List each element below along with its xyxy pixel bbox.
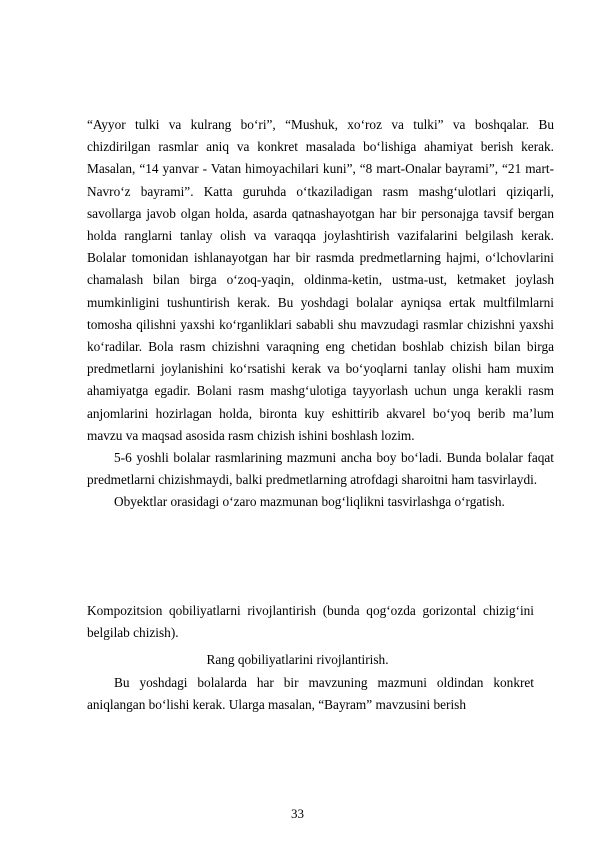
text-block-composition (87, 600, 534, 644)
page-number: 33 (291, 806, 304, 821)
paragraph-4: Kompozitsion qobiliyatlarni rivojlantirish (bunda qog‘ozda gorizontal chizig‘ini belgilab chizish). (87, 603, 534, 641)
paragraph-5: Rang qobiliyatlarini rivojlantirish. (206, 652, 389, 667)
text-block-main (87, 114, 554, 514)
paragraph-2: 5-6 yoshli bolalar rasmlarining mazmuni ancha boy bo‘ladi. Bunda bolalar faqat predmetlarni chizishmaydi, balki predmetlarning atrofdagi sharoitni ham tasvirlaydi. (87, 450, 554, 488)
paragraph-6: Bu yoshdagi bolalarda har bir mavzuning mazmuni oldindan konkret aniqlangan bo‘lishi kerak. Ularga masalan, “Bayram” mavzusini berish (87, 675, 534, 713)
text-block-end (87, 672, 534, 716)
paragraph-3: Obyektlar orasidagi o‘zaro mazmunan bog‘liqlikni tasvirlashga o‘rgatish. (114, 494, 505, 510)
paragraph-1: “Ayyor tulki va kulrang bo‘ri”, “Mushuk, xo‘roz va tulki” va boshqalar. Bu chizdirilgan rasmlar aniq va konkret masalada bo‘lishiga ahamiyat berish kerak. Masalan, “14 yanvar - Vatan himoyachilari kuni”, “8 mart-Onalar bayrami”, “21 mart-Navro‘z bayrami”. Katta guruhda o‘tkaziladigan rasm mashg‘ulotlari qiziqarli, savollarga javob olgan holda, asarda qatnashayotgan har bir personajga tavsif bergan holda ranglarni tanlay olish va varaqqa joylashtirish vazifalarini belgilash kerak. Bolalar tomonidan ishlanayotgan har bir rasmda predmetlarning hajmi, o‘lchovlarini chamalash bilan birga o‘zoq-yaqin, oldinma-ketin, ustma-ust, ketmaket joylash mumkinligini tushuntirish kerak. Bu yoshdagi bolalar ayniqsa ertak multfilmlarni tomosha qilishni yaxshi ko‘rganliklari sababli shu mavzudagi rasmlar chizishni yaxshi ko‘radilar. Bola rasm chizishni varaqning eng chetidan boshlab chizish bilan birga predmetlarni joylanishini ko‘rsatishi kerak va bo‘yoqlarni tanlay olishi ham muxim ahamiyatga egadir. Bolani rasm mashg‘ulotiga tayyorlash uchun unga kerakli rasm anjomlarini hozirlagan holda, bironta kuy eshittirib akvarel bo‘yoq berib ma’lum mavzu va maqsad asosida rasm chizish ishini boshlash lozim. (87, 117, 554, 443)
